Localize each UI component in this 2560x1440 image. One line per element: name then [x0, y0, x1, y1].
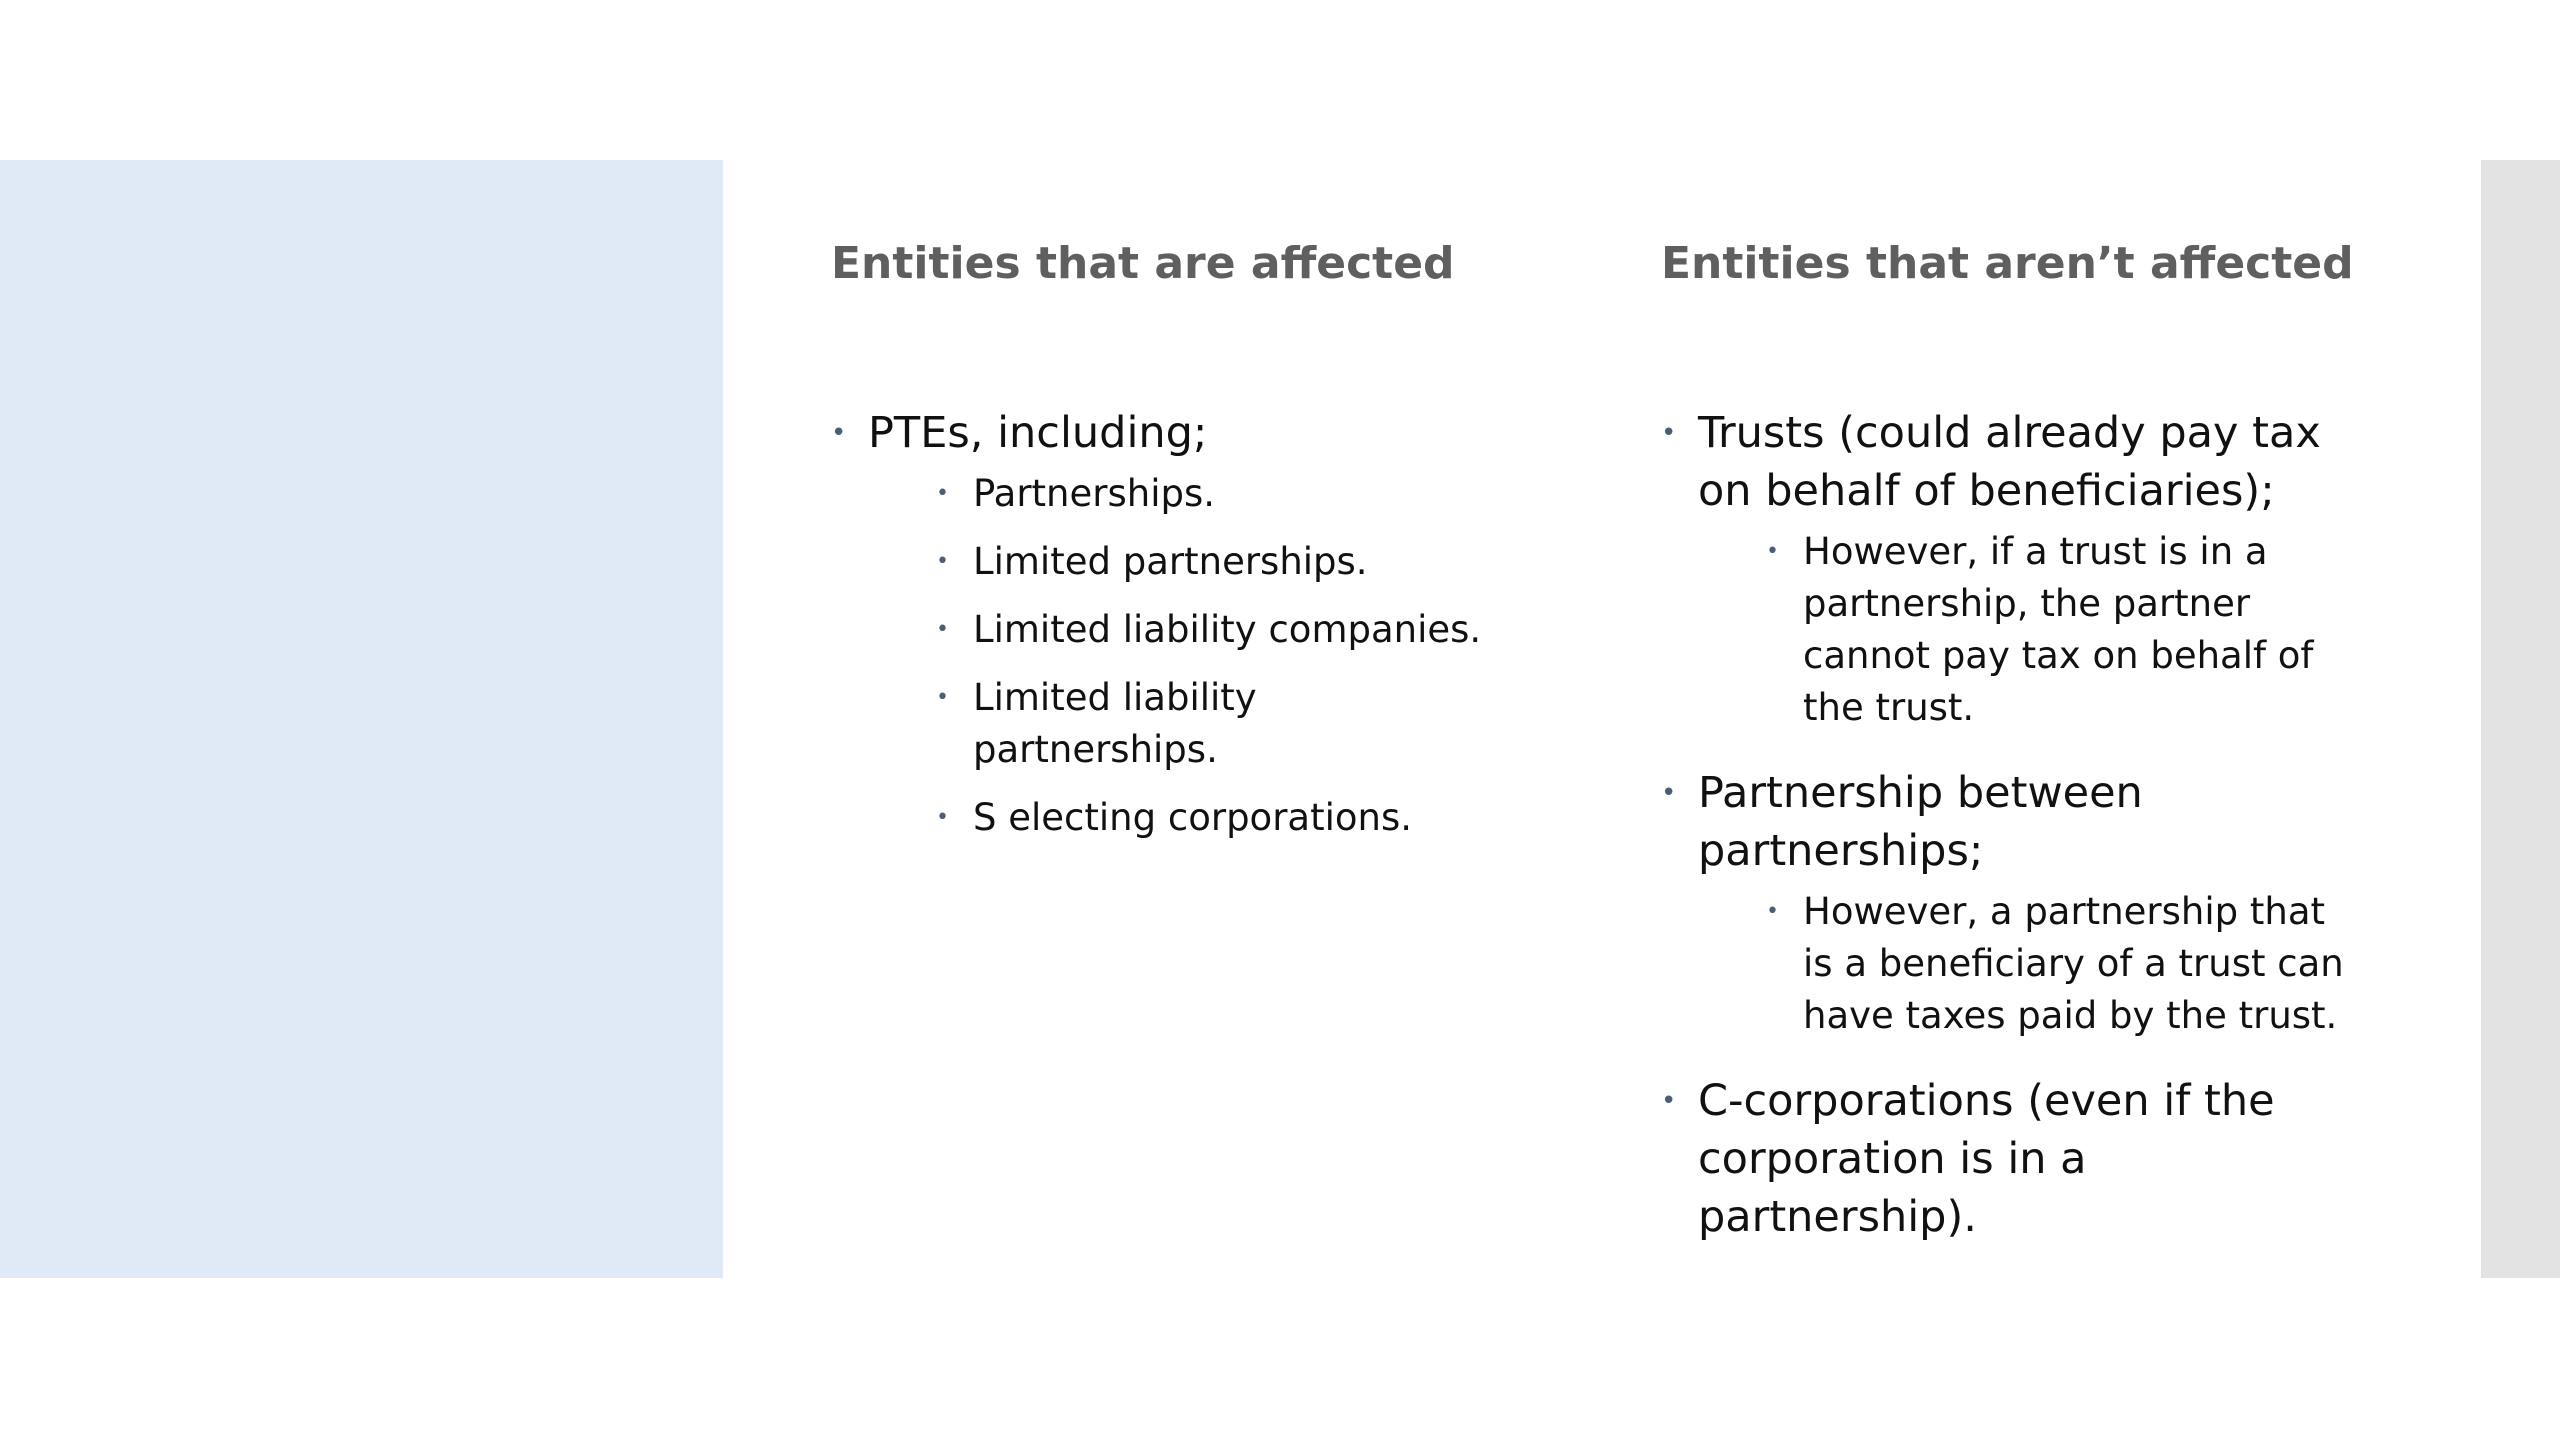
bullet-icon: • [936, 549, 949, 574]
sublist-item [936, 536, 1621, 588]
bullet-icon: • [1661, 418, 1677, 448]
affected-list [831, 404, 1621, 844]
list-item-text: C-corporations (even if the corporation is in a partnership). [1698, 1076, 2275, 1242]
sublist-item-text: S electing corporations. [973, 796, 1412, 839]
not-affected-heading: Entities that aren’t affected [1661, 238, 2354, 289]
list-item-trusts [1661, 404, 2358, 734]
list-item-text: Partnership between partnerships; [1698, 768, 2143, 876]
sublist-item-text: However, a partnership that is a beneficiary of a trust can have taxes paid by the trust. [1803, 890, 2344, 1037]
sublist-item [1766, 526, 2353, 734]
sublist-item-text: Partnerships. [973, 472, 1215, 515]
sublist-item-text: Limited partnerships. [973, 540, 1368, 583]
partnership-sublist [1698, 886, 2358, 1042]
affected-column [831, 228, 1621, 874]
list-item-ptes [831, 404, 1621, 844]
not-affected-column [1661, 228, 2481, 1276]
sublist-item [1766, 886, 2363, 1042]
sublist-item [936, 468, 1621, 520]
list-item-c-corporations [1661, 1072, 2358, 1246]
bullet-icon: • [1661, 778, 1677, 808]
sublist-item-text: Limited liability companies. [973, 608, 1482, 651]
sublist-item-text: However, if a trust is in a partnership, the partner cannot pay tax on behalf of the trust. [1803, 530, 2314, 729]
trusts-sublist [1698, 526, 2358, 734]
bullet-icon: • [1661, 1086, 1677, 1116]
bullet-icon: • [936, 805, 949, 830]
sublist-item [936, 792, 1621, 844]
bullet-icon: • [831, 418, 847, 448]
bullet-icon: • [1766, 539, 1779, 564]
list-item-text: Trusts (could already pay tax on behalf of beneficiaries); [1698, 408, 2321, 516]
list-item-text: PTEs, including; [868, 408, 1208, 458]
not-affected-list [1661, 404, 2481, 1246]
ptes-sublist [868, 468, 1621, 844]
list-item-partnership-between-partnerships [1661, 764, 2358, 1042]
sublist-item-text: Limited liability partnerships. [973, 676, 1257, 771]
bullet-icon: • [936, 617, 949, 642]
bullet-icon: • [936, 481, 949, 506]
bullet-icon: • [1766, 899, 1779, 924]
right-accent-band [2481, 160, 2560, 1278]
left-accent-band [0, 160, 723, 1278]
affected-heading: Entities that are affected [831, 238, 1455, 289]
bullet-icon: • [936, 685, 949, 710]
sublist-item [936, 672, 1313, 776]
sublist-item [936, 604, 1621, 656]
